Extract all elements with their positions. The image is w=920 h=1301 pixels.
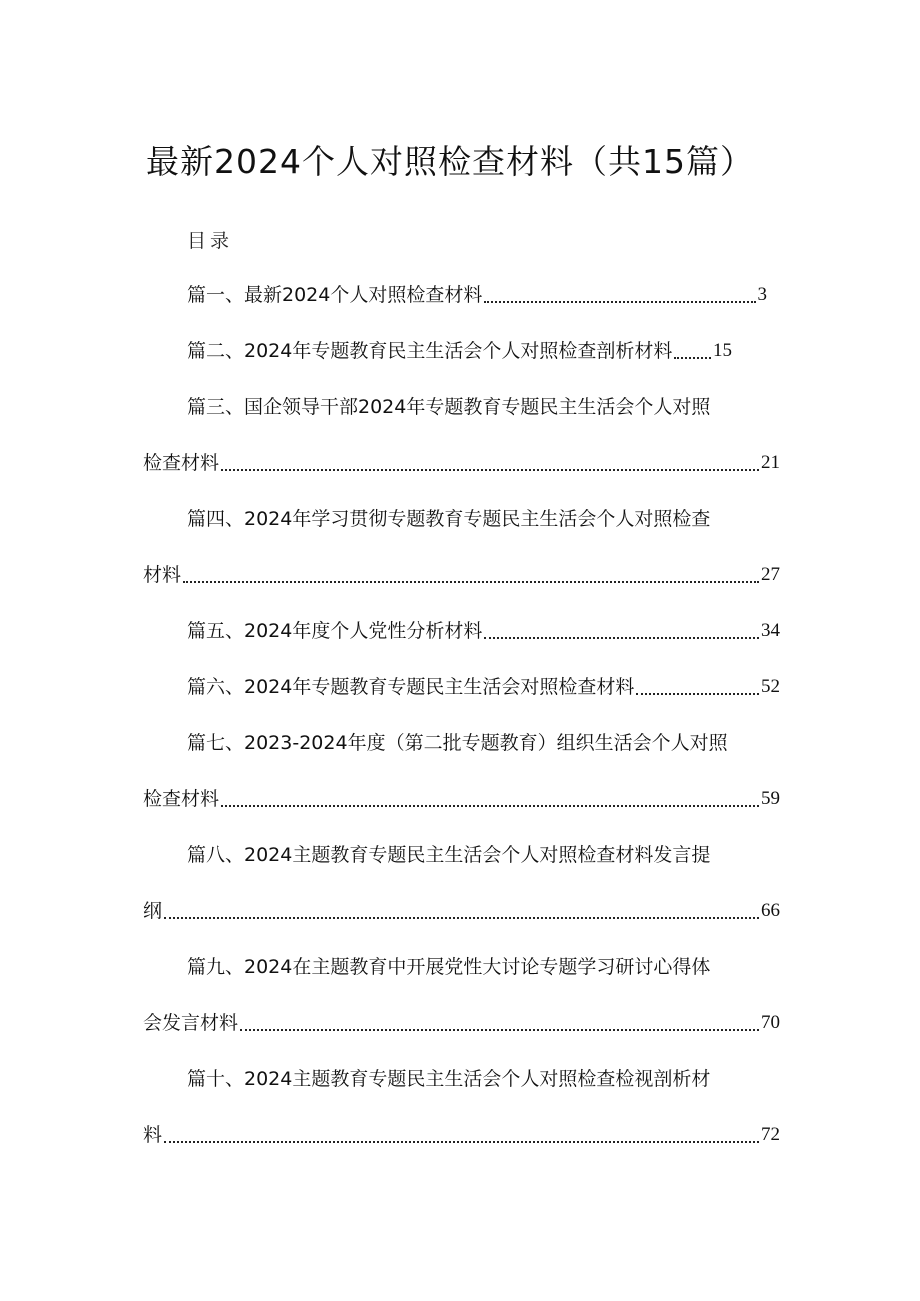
toc-page-number: 3 [757,284,767,305]
toc-entry-9[interactable] [143,1008,780,1038]
toc-entry-3[interactable] [143,448,780,478]
toc-entry-text: 检查材料 [143,452,220,474]
toc-entry-3-line1[interactable]: 篇三、国企领导干部2024年专题教育专题民主生活会个人对照 [187,396,711,418]
toc-page-number: 66 [761,900,780,921]
toc-entry-text: 篇五、2024年度个人党性分析材料 [187,620,483,642]
document-title: 最新2024个人对照检查材料（共15篇） [146,142,754,181]
toc-entry-8[interactable] [143,896,780,926]
toc-page-number: 27 [761,564,780,585]
toc-entry-text: 检查材料 [143,788,220,810]
toc-page-number: 34 [761,620,780,641]
toc-entry-text: 篇二、2024年专题教育民主生活会个人对照检查剖析材料 [187,340,673,362]
toc-leader-dots [221,448,759,478]
toc-entry-7-line1[interactable]: 篇七、2023-2024年度（第二批专题教育）组织生活会个人对照 [187,732,728,754]
toc-leader-dots [164,896,759,926]
toc-entry-9-line1[interactable]: 篇九、2024在主题教育中开展党性大讨论专题学习研讨心得体 [187,956,711,978]
toc-entry-text: 料 [143,1124,163,1146]
toc-entry-text: 纲 [143,900,163,922]
toc-leader-dots [240,1008,759,1038]
toc-entry-10[interactable] [143,1120,780,1150]
toc-page-number: 72 [761,1124,780,1145]
toc-leader-dots [484,280,755,310]
toc-leader-dots [484,616,759,646]
toc-entry-text: 材料 [143,564,182,586]
toc-entry-1[interactable] [187,280,767,310]
toc-entry-8-line1[interactable]: 篇八、2024主题教育专题民主生活会个人对照检查材料发言提 [187,844,711,866]
toc-page-number: 21 [761,452,780,473]
toc-entry-6[interactable] [187,672,780,702]
toc-entry-text: 会发言材料 [143,1012,239,1034]
toc-leader-dots [674,336,711,366]
toc-heading: 目录 [187,230,234,252]
toc-page-number: 59 [761,788,780,809]
toc-entry-7[interactable] [143,784,780,814]
toc-entry-text: 篇一、最新2024个人对照检查材料 [187,284,483,306]
toc-entry-4[interactable] [143,560,780,590]
toc-entry-5[interactable] [187,616,780,646]
toc-leader-dots [183,560,759,590]
toc-page-number: 52 [761,676,780,697]
toc-entry-text: 篇六、2024年专题教育专题民主生活会对照检查材料 [187,676,635,698]
toc-entry-2[interactable] [187,336,732,366]
toc-page-number: 15 [713,340,732,361]
toc-leader-dots [636,672,759,702]
toc-leader-dots [164,1120,759,1150]
toc-page-number: 70 [761,1012,780,1033]
toc-entry-4-line1[interactable]: 篇四、2024年学习贯彻专题教育专题民主生活会个人对照检查 [187,508,711,530]
toc-leader-dots [221,784,759,814]
toc-entry-10-line1[interactable]: 篇十、2024主题教育专题民主生活会个人对照检查检视剖析材 [187,1068,711,1090]
